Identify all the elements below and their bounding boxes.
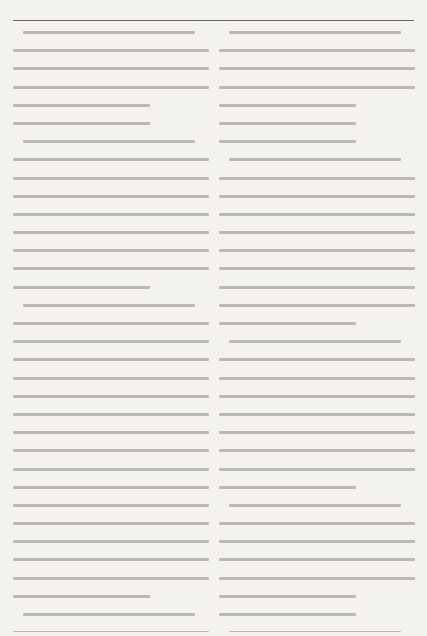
page-header xyxy=(13,5,414,19)
text-line-ink xyxy=(13,67,209,70)
text-line-ink xyxy=(219,358,415,361)
text-line-ink xyxy=(219,558,415,561)
text-line xyxy=(13,340,209,353)
text-line xyxy=(13,613,209,626)
text-line xyxy=(219,522,415,535)
text-line-ink xyxy=(13,395,209,398)
text-line-ink xyxy=(219,195,415,198)
text-line-ink xyxy=(23,140,195,143)
text-line-ink xyxy=(219,213,415,216)
text-line-ink xyxy=(13,104,150,107)
text-line-ink xyxy=(13,377,209,380)
text-line xyxy=(219,631,415,632)
text-line xyxy=(219,286,415,299)
paragraph xyxy=(219,504,415,608)
text-line xyxy=(13,31,209,44)
text-line xyxy=(13,595,209,608)
text-line xyxy=(13,267,209,280)
text-line xyxy=(219,340,415,353)
text-line-ink xyxy=(219,267,415,270)
text-line xyxy=(13,522,209,535)
paragraph xyxy=(13,304,209,608)
text-line-ink xyxy=(219,377,415,380)
text-line-ink xyxy=(13,504,209,507)
text-line-ink xyxy=(13,431,209,434)
text-line-ink xyxy=(229,31,401,34)
text-line xyxy=(219,195,415,208)
text-line xyxy=(13,377,209,390)
text-line-ink xyxy=(13,486,209,489)
header-rule xyxy=(13,20,414,21)
text-line xyxy=(13,395,209,408)
paragraph xyxy=(219,158,415,335)
text-line-ink xyxy=(219,67,415,70)
text-line-ink xyxy=(219,122,356,125)
text-line-ink xyxy=(219,449,415,452)
text-line xyxy=(219,213,415,226)
text-line xyxy=(219,504,415,517)
text-line-ink xyxy=(219,595,356,598)
text-line xyxy=(13,49,209,62)
text-line xyxy=(13,158,209,171)
text-line-ink xyxy=(219,140,356,143)
text-line xyxy=(219,377,415,390)
text-line xyxy=(13,558,209,571)
text-line-ink xyxy=(219,104,356,107)
text-line xyxy=(219,613,415,626)
text-line xyxy=(13,213,209,226)
text-line-ink xyxy=(219,177,415,180)
text-line xyxy=(219,577,415,590)
text-line xyxy=(219,177,415,190)
text-line xyxy=(13,286,209,299)
text-line-ink xyxy=(13,286,150,289)
text-line xyxy=(13,468,209,481)
text-line xyxy=(13,304,209,317)
text-line xyxy=(13,504,209,517)
text-line-ink xyxy=(13,595,150,598)
text-line-ink xyxy=(229,504,401,507)
text-line-ink xyxy=(219,486,356,489)
text-line xyxy=(13,195,209,208)
text-line xyxy=(219,140,415,153)
right-column xyxy=(219,26,415,632)
text-line xyxy=(219,31,415,44)
text-line-ink xyxy=(229,158,401,161)
text-line-ink xyxy=(219,540,415,543)
text-line-ink xyxy=(23,31,195,34)
subsection-heading xyxy=(13,122,209,135)
text-line-ink xyxy=(13,86,209,89)
text-line-ink xyxy=(13,631,209,632)
text-line-ink xyxy=(219,231,415,234)
text-line-ink xyxy=(219,322,356,325)
text-line-ink xyxy=(219,249,415,252)
text-line-ink xyxy=(229,631,401,632)
text-line xyxy=(219,558,415,571)
text-line xyxy=(219,449,415,462)
text-line xyxy=(13,540,209,553)
text-line xyxy=(219,49,415,62)
text-line-ink xyxy=(13,413,209,416)
text-line-ink xyxy=(229,340,401,343)
text-line xyxy=(13,177,209,190)
section-heading xyxy=(219,122,415,135)
text-line-ink xyxy=(13,49,209,52)
subsection-heading xyxy=(219,140,415,153)
text-line xyxy=(219,395,415,408)
text-line-ink xyxy=(219,413,415,416)
text-line-ink xyxy=(219,577,415,580)
left-column xyxy=(13,26,209,632)
text-line xyxy=(219,249,415,262)
text-line xyxy=(13,249,209,262)
text-line-ink xyxy=(219,522,415,525)
text-line-ink xyxy=(13,158,209,161)
text-line-ink xyxy=(219,286,415,289)
text-line-ink xyxy=(13,213,209,216)
text-line-ink xyxy=(13,340,209,343)
text-line xyxy=(219,540,415,553)
text-line xyxy=(13,104,209,117)
paragraph xyxy=(219,340,415,499)
subsection-heading xyxy=(219,613,415,626)
paragraph xyxy=(13,613,209,632)
paragraph xyxy=(13,31,209,117)
text-line-ink xyxy=(13,267,209,270)
text-line-ink xyxy=(13,195,209,198)
text-line xyxy=(219,486,415,499)
text-line-ink xyxy=(13,449,209,452)
text-line xyxy=(13,577,209,590)
text-line xyxy=(13,358,209,371)
text-line-ink xyxy=(13,558,209,561)
text-line-ink xyxy=(13,177,209,180)
text-line xyxy=(219,322,415,335)
paragraph xyxy=(219,631,415,632)
paragraph xyxy=(219,31,415,117)
text-line xyxy=(13,486,209,499)
text-line-ink xyxy=(13,522,209,525)
text-line-ink xyxy=(219,395,415,398)
text-line xyxy=(219,304,415,317)
text-line-ink xyxy=(13,468,209,471)
text-line-ink xyxy=(219,468,415,471)
text-line xyxy=(219,267,415,280)
text-line xyxy=(219,358,415,371)
text-line xyxy=(13,140,209,153)
text-line-ink xyxy=(219,431,415,434)
text-line-ink xyxy=(219,49,415,52)
text-line-ink xyxy=(13,122,150,125)
text-line xyxy=(219,67,415,80)
paragraph xyxy=(13,140,209,299)
text-line xyxy=(219,122,415,135)
text-line xyxy=(219,86,415,99)
text-line xyxy=(219,104,415,117)
text-line xyxy=(13,231,209,244)
text-line-ink xyxy=(13,577,209,580)
text-line xyxy=(13,322,209,335)
text-line xyxy=(13,431,209,444)
text-line-ink xyxy=(13,540,209,543)
text-line-ink xyxy=(219,86,415,89)
text-line xyxy=(13,449,209,462)
text-line-ink xyxy=(13,358,209,361)
text-line-ink xyxy=(13,231,209,234)
text-line xyxy=(13,67,209,80)
text-line xyxy=(13,122,209,135)
text-line xyxy=(219,595,415,608)
text-line xyxy=(13,413,209,426)
text-line xyxy=(13,86,209,99)
text-line-ink xyxy=(23,613,195,616)
text-line-ink xyxy=(219,304,415,307)
text-line-ink xyxy=(13,322,209,325)
text-line-ink xyxy=(219,613,356,616)
text-line xyxy=(219,413,415,426)
text-line xyxy=(219,158,415,171)
text-line xyxy=(219,468,415,481)
text-line xyxy=(13,631,209,632)
text-line xyxy=(219,431,415,444)
text-line-ink xyxy=(23,304,195,307)
text-line xyxy=(219,231,415,244)
text-line-ink xyxy=(13,249,209,252)
